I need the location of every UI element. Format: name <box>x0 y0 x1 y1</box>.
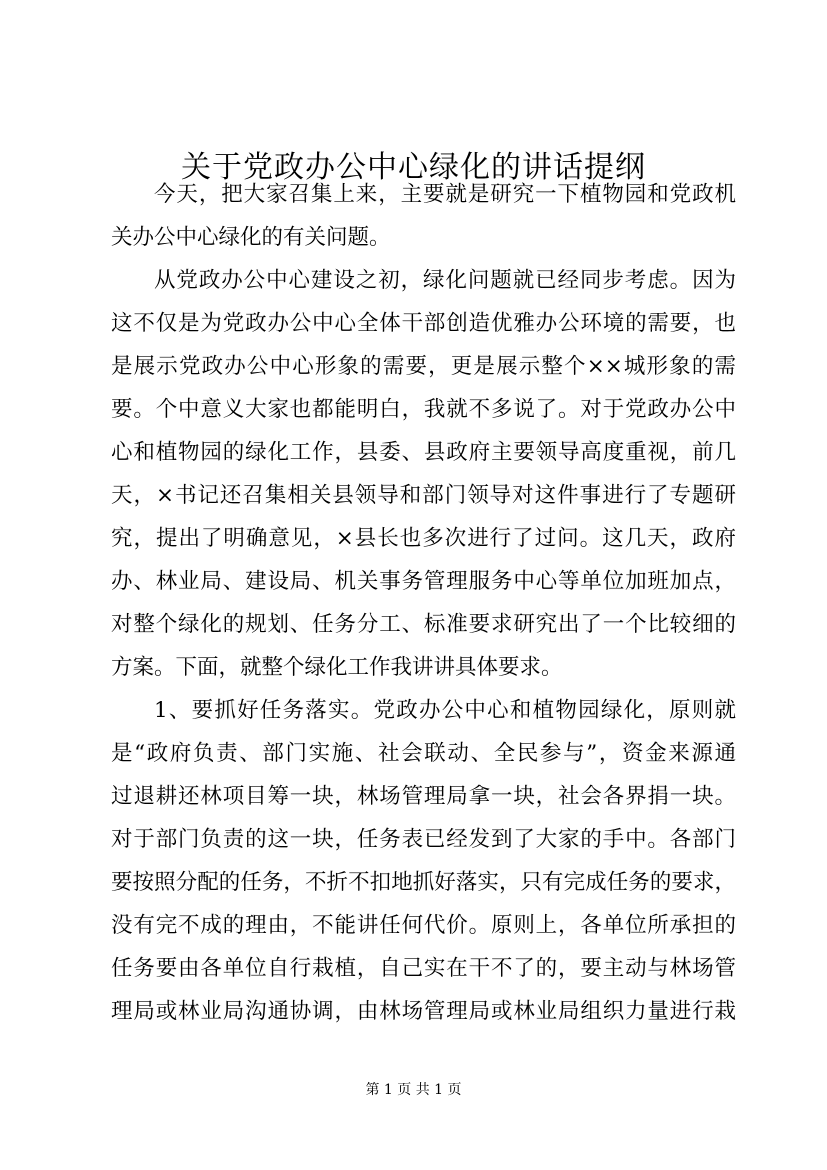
paragraph-line: 是展示党政办公中心形象的需要，更是展示整个××城形象的需 <box>111 354 736 379</box>
paragraph <box>111 259 736 689</box>
paragraph <box>111 173 736 259</box>
paragraph-line: 这不仅是为党政办公中心全体干部创造优雅办公环境的需要，也 <box>111 311 736 336</box>
paragraph-line: 今天，把大家召集上来，主要就是研究一下植物园和党政机 <box>154 182 736 207</box>
paragraph-line: 任务要由各单位自行栽植，自己实在干不了的，要主动与林场管 <box>111 956 736 981</box>
paragraph-line: 办、林业局、建设局、机关事务管理服务中心等单位加班加点， <box>111 569 736 594</box>
paragraph-line: 是“政府负责、部门实施、社会联动、全民参与”，资金来源通 <box>111 741 736 766</box>
document-body <box>111 173 736 1033</box>
paragraph-line: 从党政办公中心建设之初，绿化问题就已经同步考虑。因为 <box>154 268 736 293</box>
paragraph-line: 对整个绿化的规划、任务分工、标准要求研究出了一个比较细的 <box>111 612 736 637</box>
paragraph-line: 要按照分配的任务，不折不扣地抓好落实，只有完成任务的要求， <box>111 870 736 895</box>
page-footer: 第 1 页 共 1 页 <box>365 1082 462 1098</box>
paragraph-line: 对于部门负责的这一块，任务表已经发到了大家的手中。各部门 <box>111 827 736 852</box>
paragraph-line: 关办公中心绿化的有关问题。 <box>111 225 391 250</box>
paragraph-line: 天，×书记还召集相关县领导和部门领导对这件事进行了专题研 <box>111 483 736 508</box>
paragraph-line: 方案。下面，就整个绿化工作我讲讲具体要求。 <box>111 655 563 680</box>
paragraph-line: 要。个中意义大家也都能明白，我就不多说了。对于党政办公中 <box>111 397 736 422</box>
paragraph-line: 理局或林业局沟通协调，由林场管理局或林业局组织力量进行栽 <box>111 999 736 1024</box>
document-title: 关于党政办公中心绿化的讲话提纲 <box>181 150 646 185</box>
paragraph-line: 心和植物园的绿化工作，县委、县政府主要领导高度重视，前几 <box>111 440 736 465</box>
paragraph-line: 究，提出了明确意见，×县长也多次进行了过问。这几天，政府 <box>111 526 736 551</box>
paragraph <box>111 689 736 1033</box>
paragraph-line: 没有完不成的理由，不能讲任何代价。原则上，各单位所承担的 <box>111 913 736 938</box>
paragraph-line: 1、要抓好任务落实。党政办公中心和植物园绿化，原则就 <box>154 698 736 723</box>
paragraph-line: 过退耕还林项目筹一块，林场管理局拿一块，社会各界捐一块。 <box>111 784 736 809</box>
